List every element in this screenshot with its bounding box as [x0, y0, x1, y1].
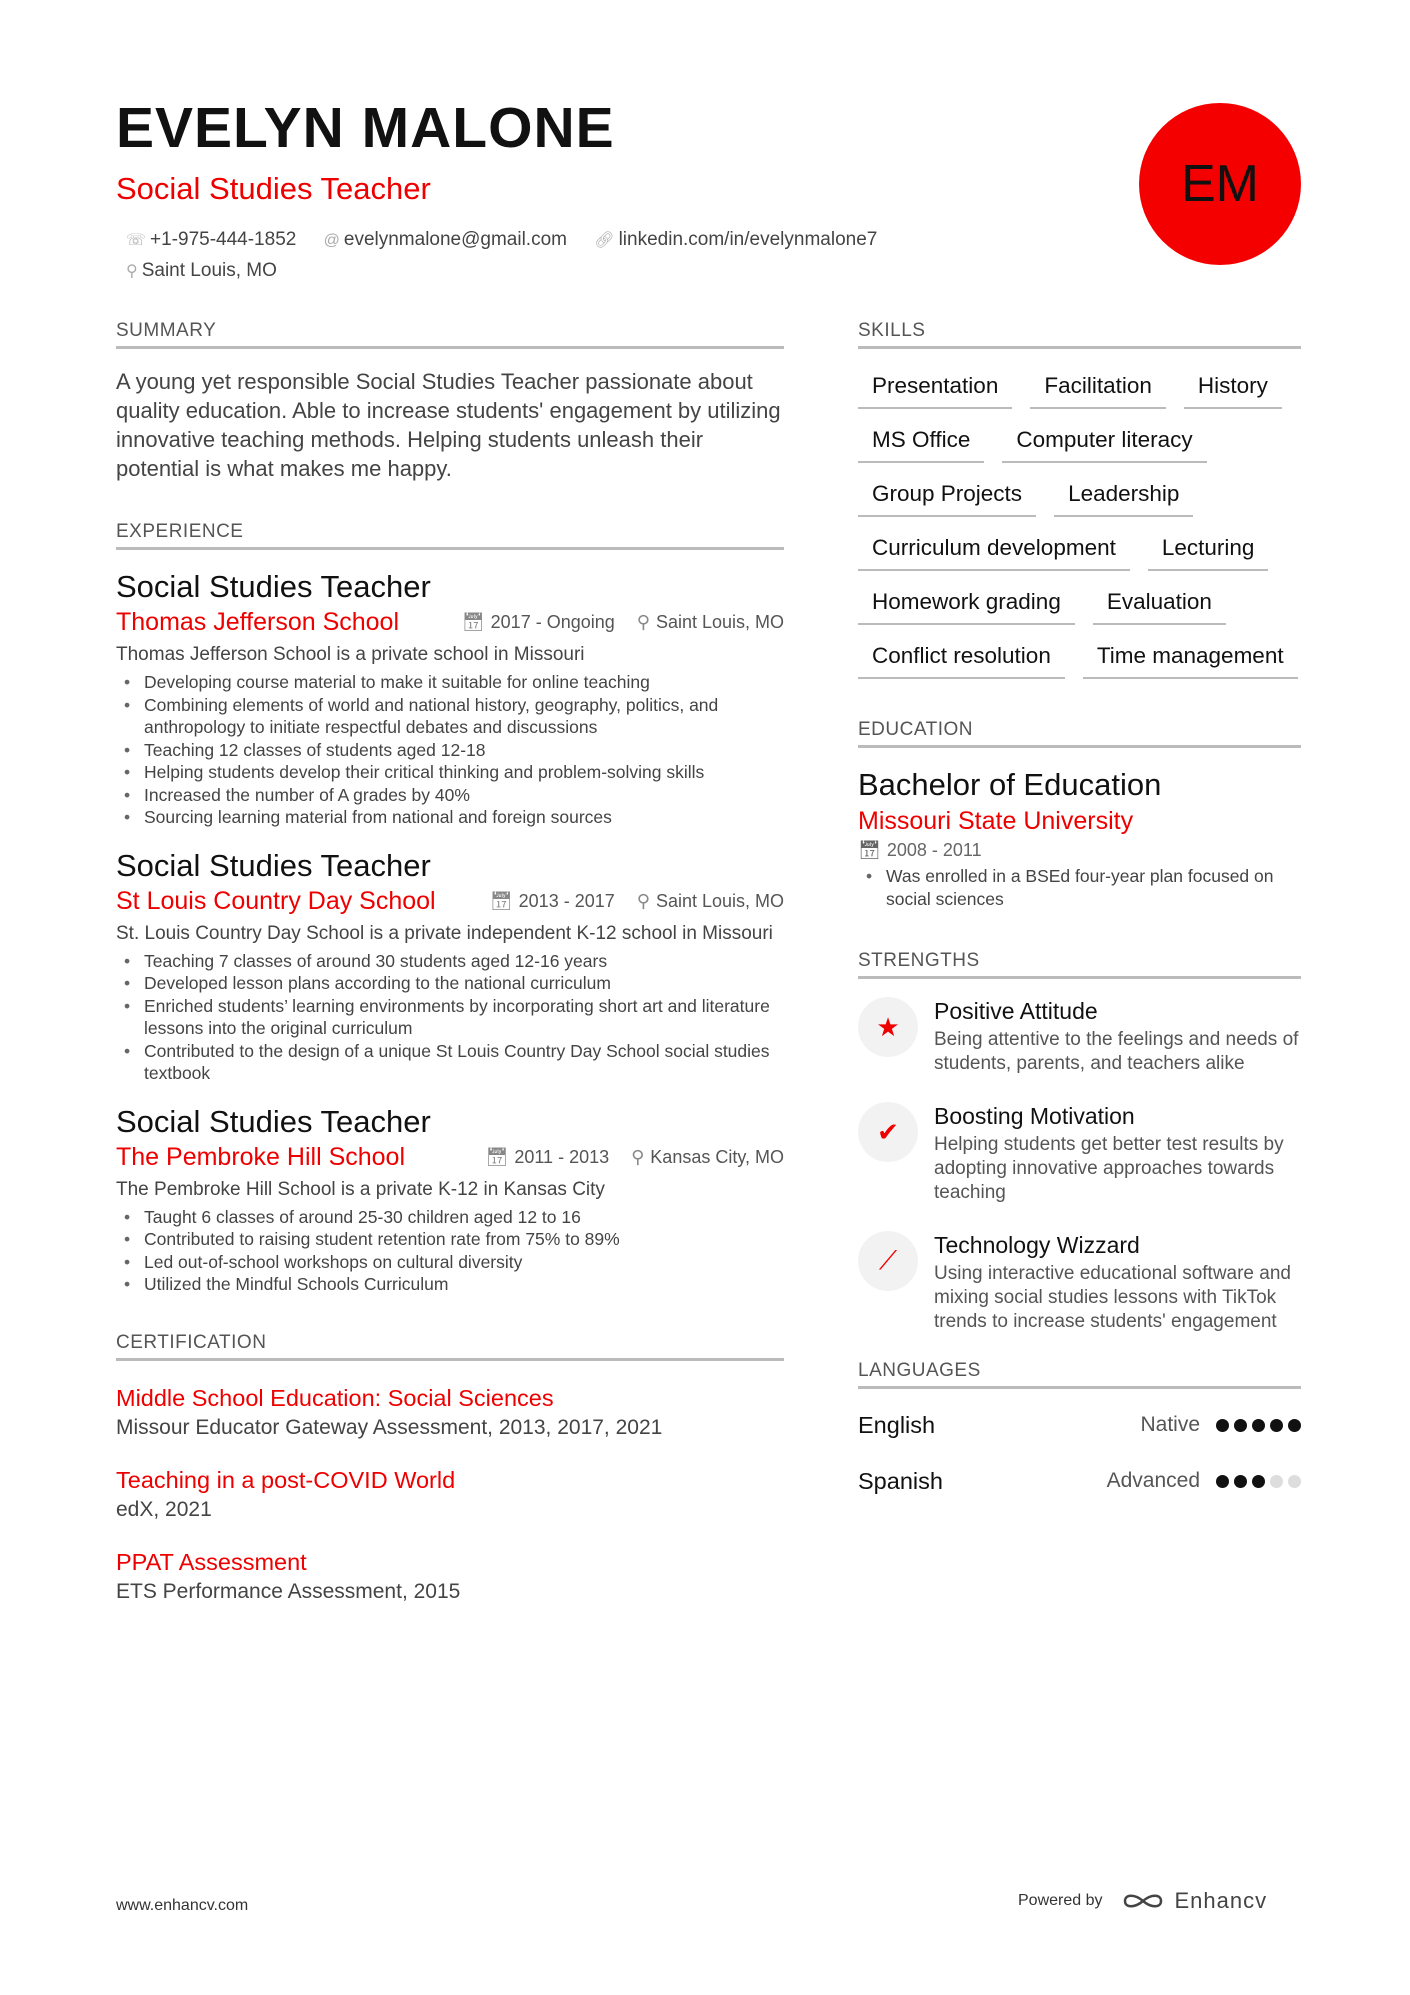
job-bullets: [116, 671, 784, 829]
strength-title: Technology Wizzard: [934, 1232, 1140, 1258]
cert-detail: edX, 2021: [116, 1497, 212, 1521]
left-column: [116, 320, 784, 1629]
cert-entry: [116, 1547, 784, 1607]
language-row: [858, 1453, 1301, 1509]
job-company: The Pembroke Hill School: [116, 1142, 406, 1171]
skill-tag: Curriculum development: [858, 529, 1130, 571]
list-item: • Taught 6 classes of around 25-30 children aged 12 to 16: [116, 1206, 784, 1229]
job-header-row: [116, 887, 784, 916]
strength-item: [858, 1231, 1301, 1334]
job-location-text: Kansas City, MO: [650, 1146, 784, 1167]
strength-description: Using interactive educational software and mixing social studies lessons with TikTok trends to increase students' engagement: [934, 1263, 1291, 1332]
list-item: • Combining elements of world and national history, geography, politics, and anthropology to initiate respectful debates and discussions: [116, 694, 784, 739]
footer-website[interactable]: www.enhancv.com: [116, 1897, 249, 1914]
check-icon: ✔: [858, 1102, 918, 1162]
list-item: • Enriched students’ learning environments by incorporating short art and literature lessons into the original curriculum: [116, 995, 784, 1040]
skill-tag: Group Projects: [858, 475, 1036, 517]
cert-detail: Missour Educator Gateway Assessment, 2013, 2017, 2021: [116, 1415, 663, 1439]
avatar: EM: [1139, 103, 1301, 265]
list-item: • Contributed to the design of a unique St Louis Country Day School social studies textbook: [116, 1040, 784, 1085]
job-entry: [116, 568, 784, 829]
skill-tag: Time management: [1083, 637, 1298, 679]
rating-dot: [1252, 1419, 1265, 1432]
list-item: • Sourcing learning material from national and foreign sources: [116, 806, 784, 829]
location-pin-icon: ⚲: [636, 890, 650, 911]
skill-tag: MS Office: [858, 421, 984, 463]
language-row: [858, 1397, 1301, 1453]
language-name: English: [858, 1411, 936, 1438]
cert-name: Middle School Education: Social Sciences: [116, 1384, 554, 1411]
skill-list: [858, 367, 1301, 679]
job-bullets: [116, 950, 784, 1085]
cert-list: [116, 1383, 784, 1607]
language-level: Advanced: [1106, 1469, 1200, 1492]
education-section: [858, 719, 1301, 910]
link-icon: 🔗︎: [594, 232, 615, 249]
rating-dot: [1270, 1419, 1283, 1432]
job-dates: [490, 891, 615, 912]
skill-tag: Evaluation: [1093, 583, 1226, 625]
right-column: [858, 320, 1301, 1509]
experience-section: [116, 521, 784, 1296]
rating-dot: [1288, 1475, 1301, 1488]
list-item: • Teaching 12 classes of students aged 12-18: [116, 739, 784, 762]
skill-tag: Presentation: [858, 367, 1012, 409]
contact-location: ⚲ Saint Louis, MO: [126, 260, 277, 281]
rating-dot: [1216, 1419, 1229, 1432]
job-company: St Louis Country Day School: [116, 886, 436, 915]
job-list: [116, 568, 784, 1296]
job-title: Social Studies Teacher: [116, 1103, 431, 1139]
job-dates-text: 2011 - 2013: [514, 1146, 610, 1167]
job-entry: [116, 1103, 784, 1296]
list-item: • Was enrolled in a BSEd four-year plan focused on social sciences: [858, 865, 1301, 910]
job-dates: [462, 612, 615, 633]
job-dates-text: 2017 - Ongoing: [490, 612, 615, 632]
contact-info: [126, 225, 1026, 287]
contact-linkedin[interactable]: 🔗︎ linkedin.com/in/evelynmalone7: [594, 229, 878, 250]
section-title: EDUCATION: [858, 719, 1301, 748]
job-dates: [486, 1147, 610, 1168]
cert-detail: ETS Performance Assessment, 2015: [116, 1579, 461, 1603]
summary-section: [116, 320, 784, 483]
rating-dot: [1234, 1419, 1247, 1432]
language-level: Native: [1140, 1413, 1200, 1436]
location-pin-icon: ⚲: [126, 263, 138, 280]
star-icon: ★: [858, 997, 918, 1057]
section-title: SKILLS: [858, 320, 1301, 349]
job-location-text: Saint Louis, MO: [655, 890, 784, 911]
location-pin-icon: ⚲: [631, 1146, 645, 1167]
edu-dates: 📅︎ 2008 - 2011: [858, 840, 982, 860]
list-item: • Utilized the Mindful Schools Curriculum: [116, 1273, 784, 1296]
job-location-text: Saint Louis, MO: [655, 612, 784, 632]
skill-tag: Leadership: [1054, 475, 1193, 517]
strength-body: [934, 1102, 1301, 1205]
strengths-section: [858, 950, 1301, 1334]
skill-tag: Facilitation: [1030, 367, 1166, 409]
strength-description: Being attentive to the feelings and needs of students, parents, and teachers alike: [934, 1029, 1299, 1074]
list-item: • Led out-of-school workshops on cultural diversity: [116, 1251, 784, 1274]
cert-name: PPAT Assessment: [116, 1548, 307, 1575]
list-item: • Helping students develop their critical thinking and problem-solving skills: [116, 761, 784, 784]
candidate-role: Social Studies Teacher: [116, 171, 431, 206]
job-title: Social Studies Teacher: [116, 569, 431, 604]
skill-tag: Homework grading: [858, 583, 1075, 625]
footer-brand: [1018, 1888, 1267, 1914]
skill-tag: Computer literacy: [1002, 421, 1206, 463]
summary-text: A young yet responsible Social Studies Teacher passionate about quality education. Able to increase students' engagement by utilizing innovative teaching methods. Helping students unleash their potential is what makes me happy.: [116, 369, 781, 481]
list-item: • Developed lesson plans according to the national curriculum: [116, 972, 784, 995]
strength-item: [858, 1102, 1301, 1205]
job-location: [637, 891, 784, 912]
phone-icon: ☏: [126, 232, 147, 249]
strength-list: [858, 997, 1301, 1334]
language-name: Spanish: [858, 1467, 943, 1494]
powered-by-label: Powered by: [1018, 1892, 1103, 1909]
section-title: EXPERIENCE: [116, 521, 784, 550]
section-title: LANGUAGES: [858, 1360, 1301, 1389]
list-item: • Developing course material to make it suitable for online teaching: [116, 671, 784, 694]
magic-wand-icon: ⟋: [858, 1231, 918, 1291]
cert-name: Teaching in a post-COVID World: [116, 1466, 456, 1493]
rating-dot: [1288, 1419, 1301, 1432]
section-title: CERTIFICATION: [116, 1332, 784, 1361]
skills-section: [858, 320, 1301, 679]
contact-phone[interactable]: ☏ +1-975-444-1852: [126, 229, 297, 250]
candidate-name: EVELYN MALONE: [116, 96, 615, 160]
job-location: [637, 612, 784, 633]
skill-tag: Lecturing: [1148, 529, 1269, 571]
proficiency-rating: [1216, 1475, 1301, 1488]
job-entry: [116, 847, 784, 1085]
calendar-icon: 📅︎: [858, 840, 881, 860]
skill-tag: Conflict resolution: [858, 637, 1065, 679]
strength-body: [934, 997, 1301, 1076]
list-item: • Teaching 7 classes of around 30 students aged 12-16 years: [116, 950, 784, 973]
job-header-row: [116, 1143, 784, 1172]
calendar-icon: 📅︎: [489, 890, 513, 911]
job-header-row: [116, 608, 784, 637]
edu-school: Missouri State University: [858, 807, 1134, 835]
list-item: • Increased the number of A grades by 40%: [116, 784, 784, 807]
section-title: STRENGTHS: [858, 950, 1301, 979]
strength-description: Helping students get better test results by adopting innovative approaches towards teaching: [934, 1134, 1284, 1203]
job-description: The Pembroke Hill School is a private K-12 in Kansas City: [116, 1178, 605, 1200]
cert-entry: [116, 1465, 784, 1525]
rating-dot: [1252, 1475, 1265, 1488]
rating-dot: [1234, 1475, 1247, 1488]
at-icon: @: [323, 232, 340, 249]
job-company: Thomas Jefferson School: [116, 608, 400, 636]
skill-tag: History: [1184, 367, 1282, 409]
language-list: [858, 1397, 1301, 1509]
calendar-icon: 📅︎: [485, 1146, 509, 1167]
edu-bullets: [858, 865, 1301, 910]
job-dates-text: 2013 - 2017: [518, 890, 615, 911]
edu-degree: Bachelor of Education: [858, 767, 1162, 802]
calendar-icon: 📅︎: [461, 612, 485, 632]
certification-section: [116, 1332, 784, 1607]
list-item: • Contributed to raising student retention rate from 75% to 89%: [116, 1228, 784, 1251]
proficiency-rating: [1216, 1419, 1301, 1432]
strength-body: [934, 1231, 1301, 1334]
rating-dot: [1270, 1475, 1283, 1488]
brand-logo[interactable]: Enhancv: [1121, 1888, 1268, 1914]
job-description: Thomas Jefferson School is a private school in Missouri: [116, 644, 585, 665]
section-title: SUMMARY: [116, 320, 784, 349]
location-pin-icon: ⚲: [636, 612, 650, 632]
job-title: Social Studies Teacher: [116, 847, 431, 883]
strength-title: Positive Attitude: [934, 998, 1098, 1024]
contact-email[interactable]: @ evelynmalone@gmail.com: [323, 229, 567, 250]
job-description: St. Louis Country Day School is a private independent K-12 school in Missouri: [116, 922, 773, 944]
strength-item: [858, 997, 1301, 1076]
strength-title: Boosting Motivation: [934, 1103, 1135, 1129]
rating-dot: [1216, 1475, 1229, 1488]
cert-entry: [116, 1383, 784, 1443]
job-location: [631, 1147, 784, 1168]
enhancv-logo-icon: [1121, 1890, 1165, 1912]
job-bullets: [116, 1206, 784, 1296]
languages-section: [858, 1360, 1301, 1509]
